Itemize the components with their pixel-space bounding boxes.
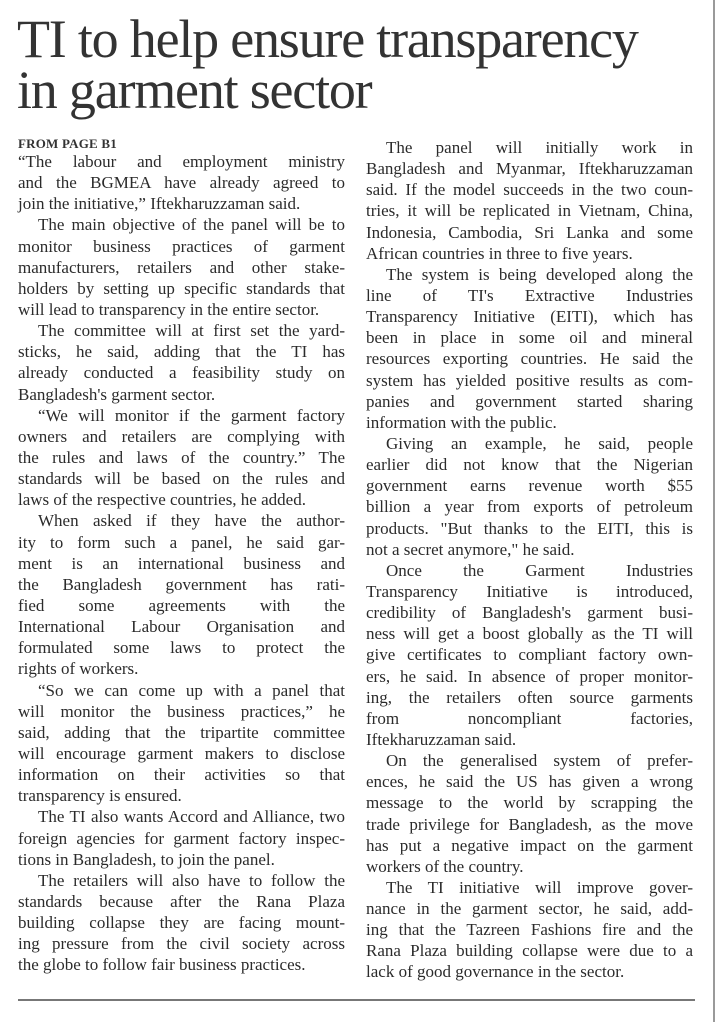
text-line: owners and retailers are complying with [18, 426, 345, 446]
headline-line-1: TI to help ensure transparency [17, 9, 638, 69]
text-line: billion a year from exports of petroleum [366, 497, 693, 517]
paragraph [18, 320, 345, 405]
paragraph [18, 806, 345, 869]
text-line: said. If the model succeeds in the two coun- [366, 180, 693, 200]
text-line: Iftekharuzzaman said. [366, 729, 517, 749]
text-line: information on their activities so that [18, 765, 345, 785]
text-line: On the generalised system of prefer- [386, 751, 693, 771]
text-line: fied some agreements with the [18, 595, 345, 615]
text-line: resources exporting countries. He said the [366, 349, 693, 369]
page-edge-border [713, 0, 715, 1022]
headline [17, 9, 707, 120]
text-line: information with the public. [366, 412, 557, 432]
text-line: system has yielded positive results as com- [366, 370, 693, 390]
text-line: ity to form such a panel, he said gar- [18, 532, 345, 552]
text-line: line of TI's Extractive Industries [366, 285, 693, 305]
text-line: standards because after the Rana Plaza [18, 891, 345, 911]
text-line: been in place in some oil and mineral [366, 328, 693, 348]
text-line: give certificates to compliant factory own- [366, 645, 693, 665]
text-line: The panel will initially work in [386, 138, 693, 157]
text-line: earlier did not know that the Nigerian [366, 455, 693, 475]
text-line: panies and government started sharing [366, 391, 693, 411]
text-line: ing pressure from the civil society across [18, 934, 345, 954]
paragraph [18, 870, 345, 976]
paragraph [18, 405, 345, 511]
paragraph [366, 750, 693, 877]
text-line: holders by setting up specific standards that [18, 278, 345, 298]
text-line: message to the world by scrapping the [366, 793, 693, 813]
text-line: ness will get a boost globally as the TI will [366, 624, 693, 644]
text-line: credibility of Bangladesh's garment busi- [366, 603, 693, 623]
text-line: manufacturers, retailers and other stake- [18, 257, 345, 277]
headline-line-2: in garment sector [17, 60, 372, 120]
text-line: the globe to follow fair business practices. [18, 955, 306, 975]
text-line: government earns revenue worth $55 [366, 476, 693, 496]
text-line: “So we can come up with a panel that [38, 680, 345, 700]
text-line: ing, the retailers often source garments [366, 687, 693, 707]
text-line: tries, it will be replicated in Vietnam, China, [366, 201, 693, 221]
text-line: has put a negative impact on the garment [366, 835, 693, 855]
article-column-left [18, 136, 345, 975]
text-line: transparency is ensured. [18, 786, 182, 806]
text-line: ing that the Tazreen Fashions fire and the [366, 920, 693, 940]
paragraph [366, 137, 693, 264]
text-line: lack of good governance in the sector. [366, 962, 625, 982]
text-line: and the BGMEA have already agreed to [18, 173, 345, 193]
text-line: International Labour Organisation and [18, 617, 345, 637]
text-line: Transparency Initiative is introduced, [366, 581, 693, 601]
text-line: monitor business practices of garment [18, 236, 345, 256]
paragraph [366, 264, 693, 433]
text-line: The retailers will also have to follow the [38, 870, 345, 890]
text-line: will monitor the business practices,” he [18, 701, 345, 721]
text-line: products. "But thanks to the EITI, this is [366, 518, 693, 538]
text-line: Rana Plaza building collapse were due to a [366, 941, 693, 961]
text-line: tions in Bangladesh, to join the panel. [18, 849, 275, 869]
text-line: The committee will at first set the yard- [38, 321, 345, 341]
text-line: The system is being developed along the [386, 264, 693, 284]
text-line: already conducted a feasibility study on [18, 363, 345, 383]
text-line: The TI also wants Accord and Alliance, two [38, 807, 345, 827]
paragraph [366, 560, 693, 750]
text-line: the rules and laws of the country.” The [18, 447, 345, 467]
text-line: African countries in three to five years. [366, 243, 633, 263]
text-line: laws of the respective countries, he added. [18, 490, 306, 510]
article-column-right [366, 137, 693, 983]
text-line: “The labour and employment ministry [18, 152, 345, 171]
text-line: join the initiative,” Iftekharuzzaman said. [18, 194, 301, 214]
text-line: The main objective of the panel will be to [38, 215, 345, 235]
text-line: formulated some laws to protect the [18, 638, 345, 658]
text-line: sticks, he said, adding that the TI has [18, 342, 345, 362]
text-line: will encourage garment makers to disclose [18, 743, 345, 763]
text-line: from noncompliant factories, [366, 708, 693, 728]
paragraph [18, 214, 345, 320]
paragraph [18, 151, 345, 214]
text-line: nance in the garment sector, he said, add- [366, 899, 693, 919]
paragraph [18, 510, 345, 679]
text-line: “We will monitor if the garment factory [38, 405, 345, 425]
paragraph [366, 433, 693, 560]
text-line: The TI initiative will improve gover- [386, 877, 693, 897]
text-line: rights of workers. [18, 659, 139, 679]
bottom-divider [18, 999, 695, 1001]
text-line: Indonesia, Cambodia, Sri Lanka and some [366, 222, 693, 242]
text-line: Giving an example, he said, people [386, 433, 693, 453]
text-line: workers of the country. [366, 856, 524, 876]
text-line: Bangladesh and Myanmar, Iftekharuzzaman [366, 159, 693, 179]
text-line: will lead to transparency in the entire sector. [18, 299, 320, 319]
text-line: standards will be based on the rules and [18, 469, 345, 489]
text-line: not a secret anymore," he said. [366, 539, 575, 559]
text-line: Transparency Initiative (EITI), which has [366, 307, 693, 327]
text-line: Bangladesh's garment sector. [18, 384, 216, 404]
continued-from-label: FROM PAGE B1 [18, 136, 117, 151]
paragraph [366, 877, 693, 983]
text-line: trade privilege for Bangladesh, as the move [366, 814, 693, 834]
text-line: ers, he said. In absence of proper monitor- [366, 666, 693, 686]
text-line: Once the Garment Industries [386, 560, 693, 580]
text-line: building collapse they are facing mount- [18, 913, 345, 933]
paragraph [18, 680, 345, 807]
text-line: ences, he said the US has given a wrong [366, 772, 693, 792]
text-line: ment is an international business and [18, 553, 345, 573]
text-line: When asked if they have the author- [38, 511, 345, 531]
text-line: the Bangladesh government has rati- [18, 574, 345, 594]
text-line: foreign agencies for garment factory inspec- [18, 828, 345, 848]
text-line: said, adding that the tripartite committee [18, 722, 345, 742]
